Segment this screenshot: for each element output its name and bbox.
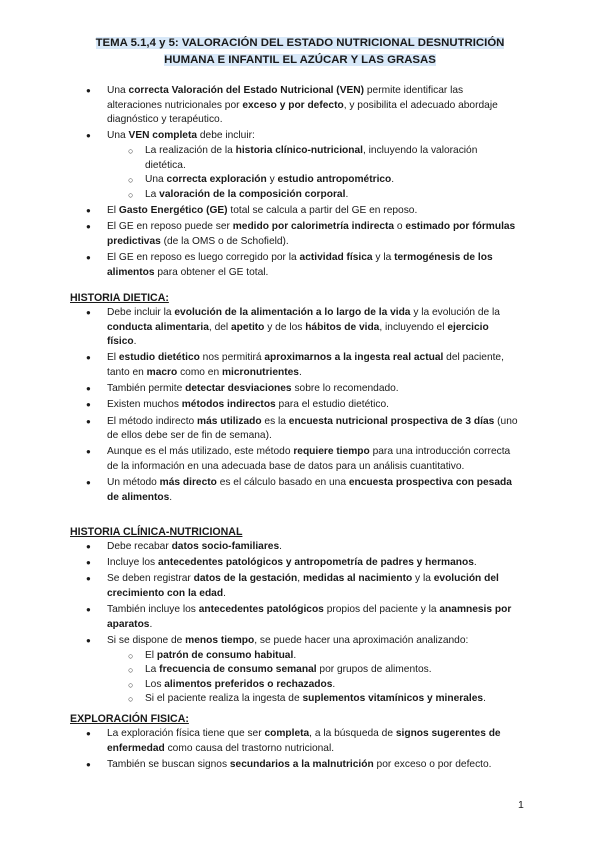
list-item xyxy=(70,572,520,601)
bold-text: detectar desviaciones xyxy=(185,383,292,395)
bold-text: evolución de la alimentación a lo largo de la vida xyxy=(174,307,411,318)
bold-text: estudio dietético xyxy=(118,352,200,364)
text: Debe recabar xyxy=(107,541,172,552)
list-item xyxy=(70,84,520,128)
list-item xyxy=(70,220,520,249)
list-item xyxy=(70,129,520,144)
text: El xyxy=(107,352,119,364)
text: El método indirecto xyxy=(107,415,198,427)
bold-text: menos tiempo xyxy=(185,634,255,646)
text: Incluye los xyxy=(107,557,158,569)
text: (uno de ellos debe ser de fin de semana). xyxy=(107,415,518,442)
list-item xyxy=(70,204,520,219)
heading-historia-clinica: HISTORIA CLÍNICA-NUTRICIONAL xyxy=(70,526,243,538)
text: El xyxy=(107,204,119,216)
text: y xyxy=(266,174,278,186)
text: del paciente, tanto en xyxy=(107,352,504,378)
bold-text: más directo xyxy=(159,477,217,489)
text: La realización de la xyxy=(145,144,236,156)
bold-text: valoración de la composición corporal xyxy=(159,188,346,200)
list-item xyxy=(70,398,520,413)
sub-list-item xyxy=(70,692,520,707)
text: permite identificar las alteraciones nutricionales por xyxy=(107,85,464,111)
exploracion-fisica-list xyxy=(70,727,520,772)
sub-list-item xyxy=(70,663,520,678)
bold-text: completa xyxy=(264,728,310,739)
text: o xyxy=(394,221,406,233)
page-title xyxy=(70,35,530,69)
sub-list-item xyxy=(70,173,520,188)
list-item xyxy=(70,382,520,397)
text: Si se dispone de xyxy=(107,634,186,646)
text: Existen muchos xyxy=(107,399,182,411)
title-line-1: TEMA 5.1,4 y 5: VALORACIÓN DEL ESTADO NUTRICIONAL DESNUTRICIÓN xyxy=(95,37,505,49)
text: , y posibilita el adecuado abordaje diagnóstico y terapéutico. xyxy=(107,99,498,126)
text: . xyxy=(279,541,282,552)
bold-text: correcta exploración xyxy=(166,174,267,186)
text: . xyxy=(332,678,336,690)
text: . xyxy=(391,174,395,186)
text: También se buscan signos xyxy=(107,758,230,770)
bold-text: datos socio-familiares xyxy=(171,541,280,552)
text: y la xyxy=(372,251,395,263)
heading-historia-dietica: HISTORIA DIETICA: xyxy=(70,292,169,304)
historia-clinica-list xyxy=(70,540,520,707)
text: Aunque es el más utilizado, este método xyxy=(107,446,294,458)
text: por grupos de alimentos. xyxy=(316,664,432,676)
text: para obtener el GE total. xyxy=(154,266,269,278)
text: propios del paciente y la xyxy=(323,604,440,616)
text: , se puede hacer una aproximación analizando: xyxy=(254,634,469,646)
list-item xyxy=(70,351,520,380)
text: Debe incluir la xyxy=(107,307,175,318)
list-item xyxy=(70,727,520,756)
bold-text: secundarios a la malnutrición xyxy=(229,758,374,770)
text: Una xyxy=(107,85,129,96)
text: como en xyxy=(177,366,222,378)
bold-text: termogénesis de los alimentos xyxy=(107,251,493,278)
bold-text: evolución del crecimiento con la edad xyxy=(107,573,499,599)
sub-list-item xyxy=(70,649,520,664)
bold-text: exceso y por defecto xyxy=(242,99,344,111)
bold-text: conducta alimentaria xyxy=(107,321,209,333)
text: Se deben registrar xyxy=(107,573,194,585)
bold-text: encuesta nutricional prospectiva de 3 días xyxy=(288,415,495,427)
text: El xyxy=(145,649,157,661)
list-item xyxy=(70,445,520,474)
text: Un método xyxy=(107,477,160,489)
bold-text: estimado por fórmulas predictivas xyxy=(107,221,516,247)
bold-text: anamnesis por aparatos xyxy=(107,604,512,630)
list-item xyxy=(70,251,520,280)
text: El GE en reposo es luego corregido por la xyxy=(107,251,300,263)
text: La xyxy=(145,188,160,200)
bold-text: suplementos vitamínicos y minerales xyxy=(302,693,484,705)
text: . xyxy=(345,188,349,200)
text: , a la búsqueda de xyxy=(309,728,396,739)
bold-text: correcta Valoración del Estado Nutricional (VEN) xyxy=(128,85,365,96)
text: , incluyendo el xyxy=(379,321,448,333)
bold-text: medido por calorimetría indirecta xyxy=(232,221,395,233)
text: . xyxy=(169,491,173,503)
bold-text: micronutrientes xyxy=(221,366,299,378)
bold-text: medidas al nacimiento xyxy=(302,573,413,585)
sub-list-item xyxy=(70,678,520,693)
sub-list-item xyxy=(70,188,520,203)
text: Una xyxy=(107,130,129,142)
historia-dietica-list xyxy=(70,306,520,505)
bold-text: VEN completa xyxy=(128,130,198,142)
bold-text: antecedentes patológicos y antropometría de padres y hermanos xyxy=(157,557,474,569)
text: . xyxy=(223,587,226,599)
list-item xyxy=(70,758,520,773)
bold-text: más utilizado xyxy=(197,415,262,427)
bold-text: signos sugerentes de enfermedad xyxy=(107,728,501,754)
list-item xyxy=(70,634,520,649)
bold-text: ejercicio físico xyxy=(107,321,489,348)
heading-exploracion-fisica: EXPLORACIÓN FISICA: xyxy=(70,713,189,725)
text: como causa del trastorno nutricional. xyxy=(164,742,335,754)
text: y de los xyxy=(264,321,306,333)
text: . xyxy=(149,618,153,630)
text: . xyxy=(298,366,302,378)
sub-list-item xyxy=(70,144,520,173)
text: . xyxy=(483,693,486,705)
bold-text: macro xyxy=(146,366,178,378)
list-item xyxy=(70,415,520,444)
text: . xyxy=(473,557,477,569)
text: También permite xyxy=(107,383,186,395)
text: es la xyxy=(261,415,289,427)
bold-text: alimentos preferidos o rechazados xyxy=(164,678,333,690)
text: La exploración física tiene que ser xyxy=(107,728,265,739)
text: es el cálculo basado en una xyxy=(216,477,349,489)
text: Si el paciente realiza la ingesta de xyxy=(145,693,303,705)
bold-text: Gasto Energético (GE) xyxy=(118,204,228,216)
text: La xyxy=(145,664,160,676)
page-number: 1 xyxy=(518,799,524,811)
text: , incluyendo la valoración dietética. xyxy=(145,144,478,171)
bold-text: aproximarnos a la ingesta real actual xyxy=(264,352,444,364)
text: sobre lo recomendado. xyxy=(291,383,399,395)
text: , xyxy=(297,573,303,585)
text: Una xyxy=(145,174,167,186)
bold-text: encuesta prospectiva con pesada de alimentos xyxy=(107,477,512,503)
list-item xyxy=(70,556,520,571)
intro-list xyxy=(70,84,520,280)
text: (de la OMS o de Schofield). xyxy=(160,235,289,247)
bold-text: métodos indirectos xyxy=(181,399,276,411)
title-line-2: HUMANA E INFANTIL EL AZÚCAR Y LAS GRASAS xyxy=(164,54,436,66)
bold-text: hábitos de vida xyxy=(305,321,380,333)
bold-text: historia clínico-nutricional xyxy=(235,144,363,156)
list-item xyxy=(70,540,520,555)
text: El GE en reposo puede ser xyxy=(107,221,233,233)
text: por exceso o por defecto. xyxy=(373,758,492,770)
text: debe incluir: xyxy=(197,130,255,142)
text: total se calcula a partir del GE en reposo. xyxy=(227,204,418,216)
bold-text: frecuencia de consumo semanal xyxy=(159,664,317,676)
text: y la evolución de la xyxy=(410,307,500,318)
text: para una introducción correcta de la información en una adecuada base de datos para un análisis cuantitativo. xyxy=(107,446,511,472)
text: , del xyxy=(208,321,231,333)
bold-text: estudio antropométrico xyxy=(277,174,392,186)
bold-text: antecedentes patológicos xyxy=(198,604,324,616)
text: También incluye los xyxy=(107,604,199,616)
list-item xyxy=(70,603,520,632)
text: y la xyxy=(412,573,434,585)
list-item xyxy=(70,476,520,505)
bold-text: patrón de consumo habitual xyxy=(156,649,294,661)
text: nos permitirá xyxy=(199,352,265,364)
bold-text: actividad física xyxy=(299,251,373,263)
text: para el estudio dietético. xyxy=(275,399,389,411)
bold-text: apetito xyxy=(231,321,265,333)
text: . xyxy=(133,336,137,348)
list-item xyxy=(70,306,520,350)
text: Los xyxy=(145,678,165,690)
bold-text: requiere tiempo xyxy=(293,446,370,458)
bold-text: datos de la gestación xyxy=(193,573,298,585)
text: . xyxy=(293,649,297,661)
